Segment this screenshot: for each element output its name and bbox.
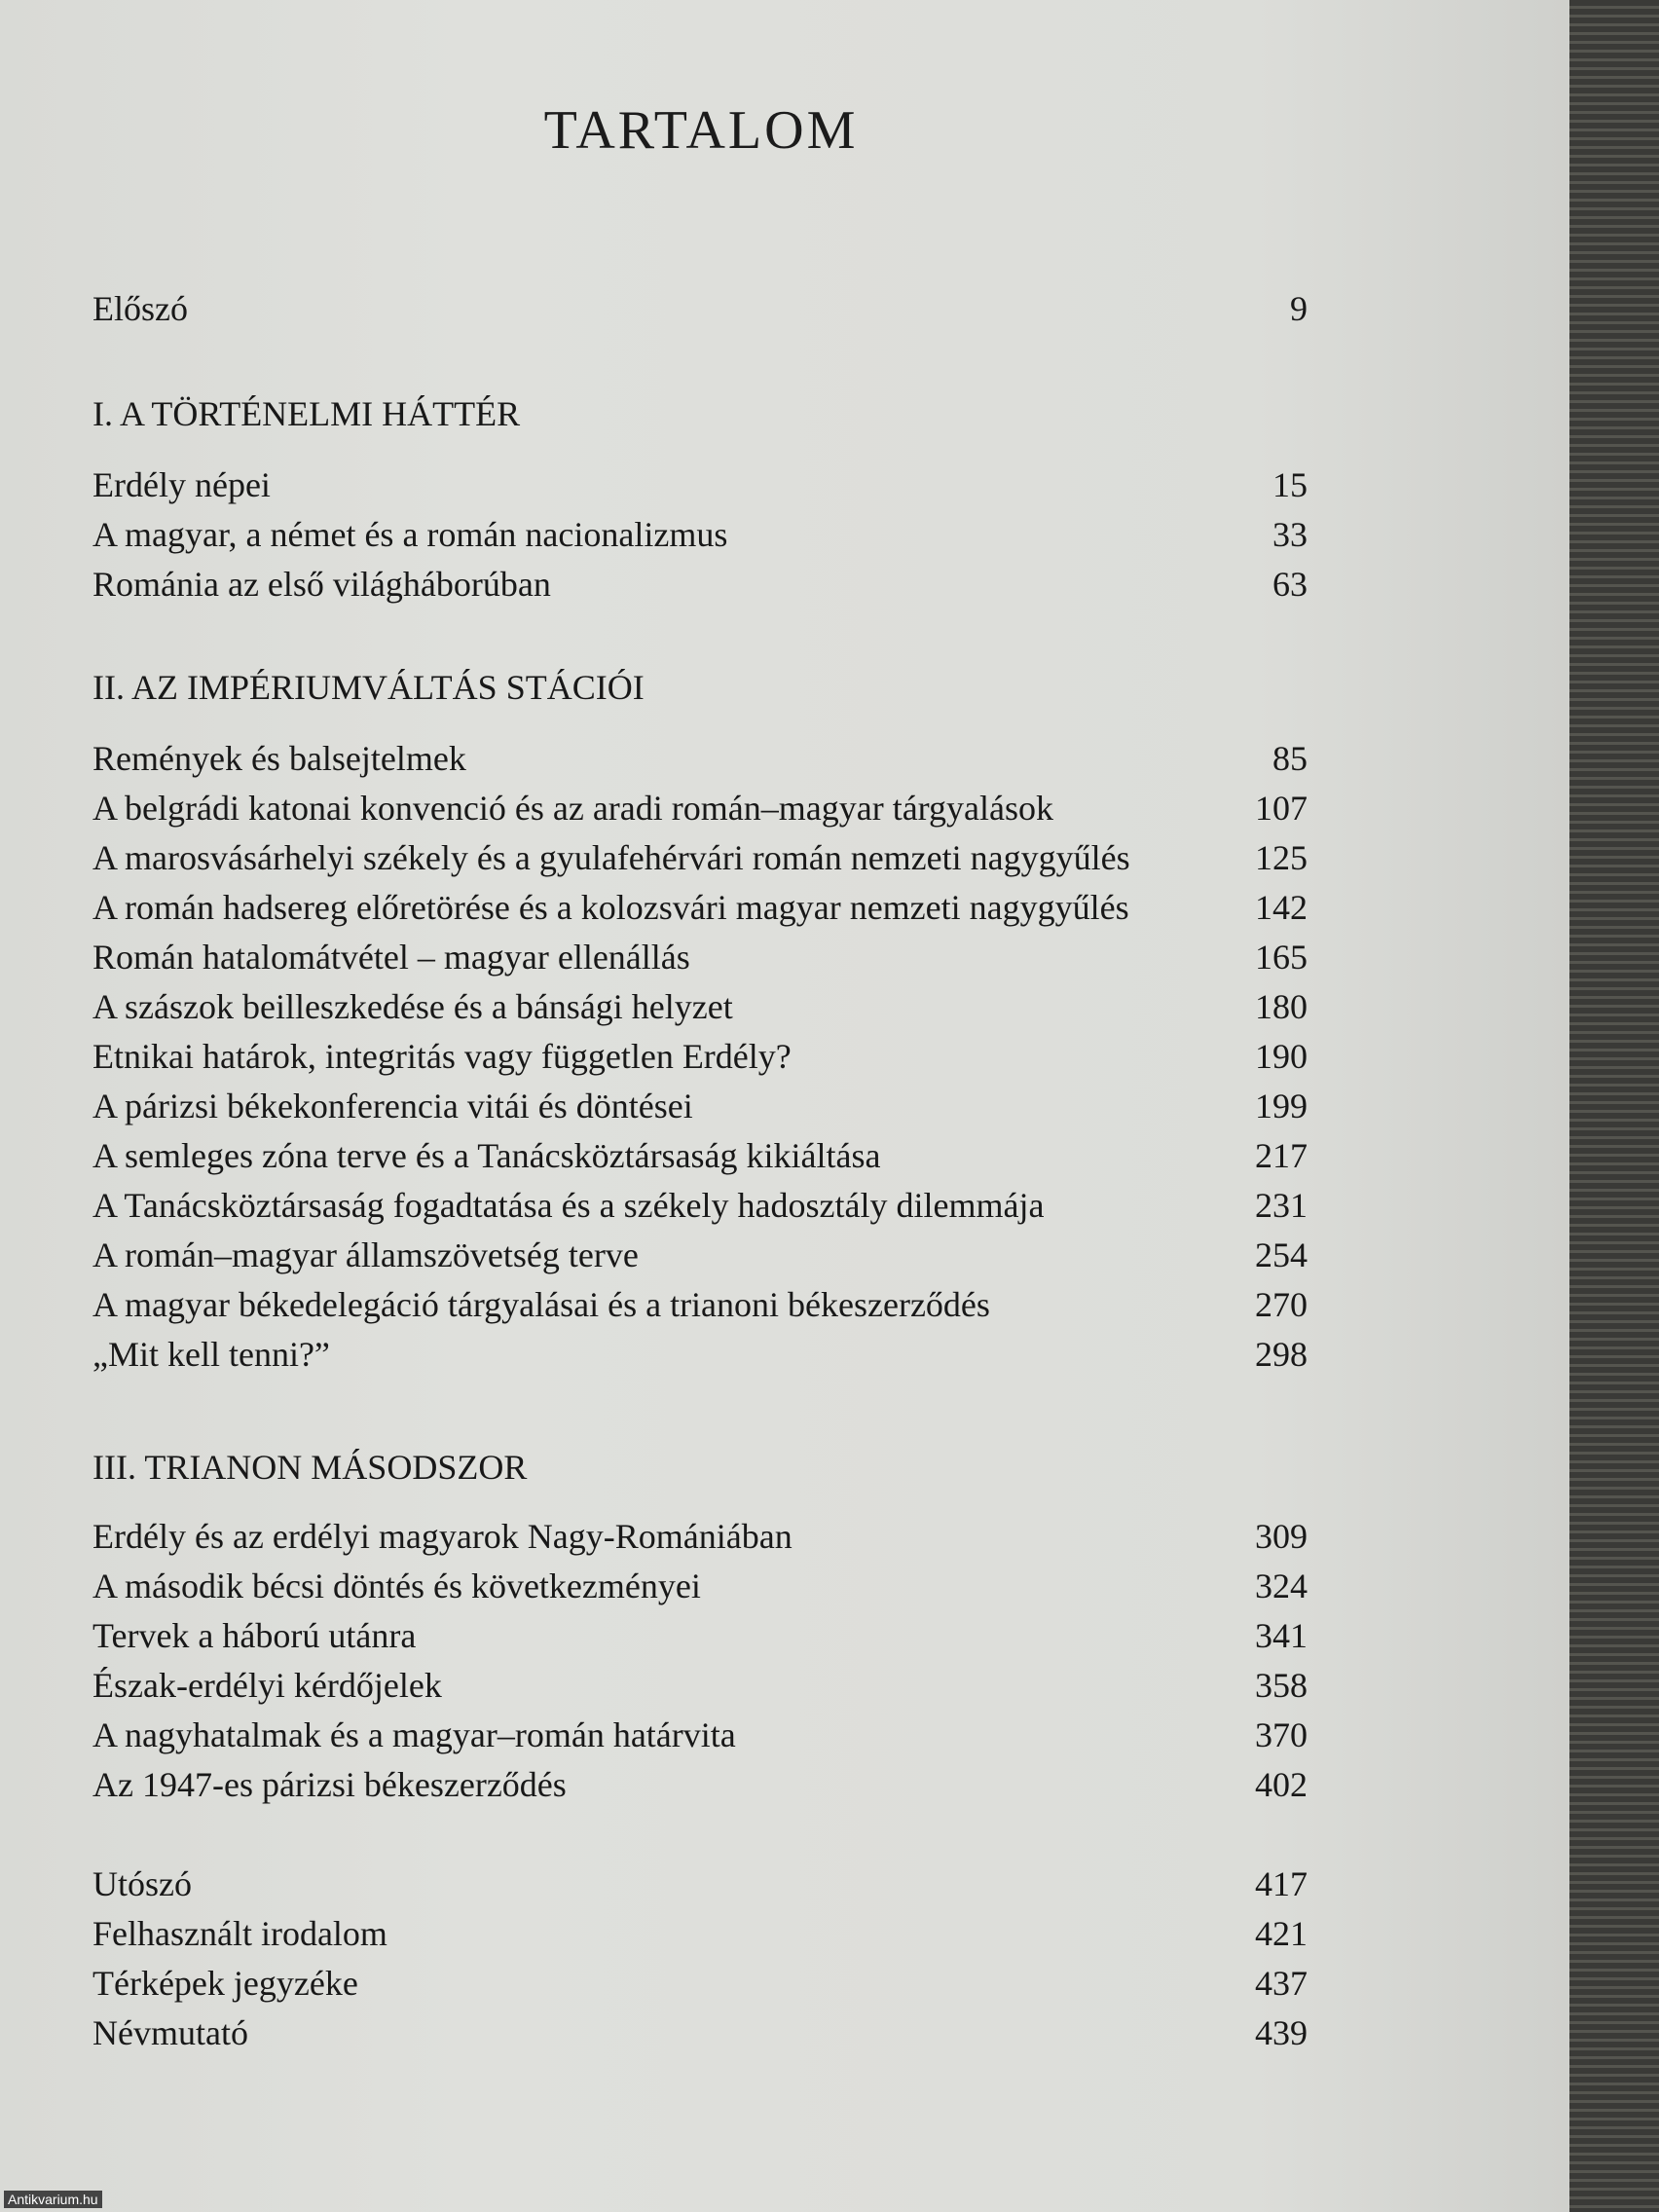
entry-title: A szászok beilleszkedése és a bánsági helyzet — [92, 987, 733, 1026]
toc-entry — [92, 788, 1308, 838]
entry-page: 180 — [1255, 987, 1308, 1026]
entry-title: A magyar békedelegáció tárgyalásai és a trianoni békeszerződés — [92, 1285, 990, 1324]
entry-title: Etnikai határok, integritás vagy független Erdély? — [92, 1037, 792, 1076]
entry-title: Térképek jegyzéke — [92, 1964, 358, 2003]
toc-entry — [92, 514, 1308, 565]
toc-entry-back-matter — [92, 1913, 1308, 1964]
entry-title: A belgrádi katonai konvenció és az aradi román–magyar tárgyalások — [92, 789, 1053, 828]
toc-entry — [92, 1284, 1308, 1335]
entry-page: 309 — [1255, 1517, 1308, 1556]
entry-page: 63 — [1272, 565, 1308, 604]
entry-page: 125 — [1255, 838, 1308, 877]
entry-title: A Tanácsköztársaság fogadtatása és a székely hadosztály dilemmája — [92, 1186, 1045, 1225]
entry-page: 231 — [1255, 1186, 1308, 1225]
toc-entry-back-matter — [92, 2012, 1308, 2063]
entry-page: 421 — [1255, 1914, 1308, 1953]
toc-entry — [92, 986, 1308, 1037]
entry-page: 254 — [1255, 1235, 1308, 1274]
entry-page: 107 — [1255, 789, 1308, 828]
entry-title: A román–magyar államszövetség terve — [92, 1235, 639, 1274]
toc-entry — [92, 1086, 1308, 1136]
toc-entry — [92, 1764, 1308, 1815]
toc-entry — [92, 837, 1308, 888]
toc-entry — [92, 1334, 1308, 1384]
entry-page: 402 — [1255, 1765, 1308, 1804]
entry-page: 358 — [1255, 1666, 1308, 1705]
toc-entry-back-matter — [92, 1863, 1308, 1914]
entry-title: A magyar, a német és a román nacionalizmus — [92, 515, 728, 554]
toc-entry — [92, 464, 1308, 515]
entry-title: Névmutató — [92, 2013, 248, 2052]
entry-page: 370 — [1255, 1715, 1308, 1754]
toc-entry-preface — [92, 288, 1308, 339]
entry-page: 417 — [1255, 1864, 1308, 1903]
toc-entry — [92, 887, 1308, 938]
entry-title: A nagyhatalmak és a magyar–román határvita — [92, 1715, 736, 1754]
entry-title: Utószó — [92, 1864, 192, 1903]
entry-page: 9 — [1290, 289, 1308, 328]
entry-page: 15 — [1272, 465, 1308, 504]
entry-page: 437 — [1255, 1964, 1308, 2003]
entry-title: Észak-erdélyi kérdőjelek — [92, 1666, 442, 1705]
watermark: Antikvarium.hu — [4, 2191, 102, 2208]
toc-entry — [92, 1566, 1308, 1616]
toc-entry — [92, 1516, 1308, 1567]
entry-title: Az 1947-es párizsi békeszerződés — [92, 1765, 567, 1804]
entry-title: A marosvásárhelyi székely és a gyulafehérvári román nemzeti nagygyűlés — [92, 838, 1130, 877]
entry-title: A párizsi békekonferencia vitái és döntései — [92, 1087, 693, 1125]
entry-title: Románia az első világháborúban — [92, 565, 551, 604]
entry-title: A semleges zóna terve és a Tanácsköztársaság kikiáltása — [92, 1136, 881, 1175]
entry-page: 33 — [1272, 515, 1308, 554]
entry-page: 199 — [1255, 1087, 1308, 1125]
entry-title: Remények és balsejtelmek — [92, 739, 466, 778]
entry-title: A második bécsi döntés és következményei — [92, 1567, 701, 1605]
entry-page: 341 — [1255, 1616, 1308, 1655]
toc-entry-back-matter — [92, 1963, 1308, 2013]
entry-page: 439 — [1255, 2013, 1308, 2052]
toc-entry — [92, 1665, 1308, 1715]
entry-page: 298 — [1255, 1335, 1308, 1374]
section-heading-1: I. A TÖRTÉNELMI HÁTTÉR — [92, 394, 521, 433]
entry-title: Tervek a háború utánra — [92, 1616, 417, 1655]
toc-entry — [92, 1185, 1308, 1235]
entry-title: Erdély népei — [92, 465, 271, 504]
entry-title: Előszó — [92, 289, 188, 328]
toc-entry — [92, 1036, 1308, 1087]
entry-page: 165 — [1255, 938, 1308, 977]
page-title: TARTALOM — [543, 100, 859, 161]
entry-title: Felhasznált irodalom — [92, 1914, 387, 1953]
section-heading-2: II. AZ IMPÉRIUMVÁLTÁS STÁCIÓI — [92, 668, 645, 707]
toc-entry — [92, 1714, 1308, 1765]
entry-title: A román hadsereg előretörése és a kolozsvári magyar nemzeti nagygyűlés — [92, 888, 1129, 927]
section-heading-3: III. TRIANON MÁSODSZOR — [92, 1448, 528, 1487]
toc-entry — [92, 1235, 1308, 1285]
entry-title: „Mit kell tenni?” — [92, 1335, 330, 1374]
toc-entry — [92, 1615, 1308, 1666]
toc-entry — [92, 738, 1308, 789]
entry-page: 85 — [1272, 739, 1308, 778]
entry-page: 270 — [1255, 1285, 1308, 1324]
entry-title: Román hatalomátvétel – magyar ellenállás — [92, 938, 690, 977]
entry-title: Erdély és az erdélyi magyarok Nagy-Romániában — [92, 1517, 793, 1556]
toc-entry — [92, 1135, 1308, 1186]
page-stack-edge — [1569, 0, 1659, 2212]
entry-page: 190 — [1255, 1037, 1308, 1076]
entry-page: 142 — [1255, 888, 1308, 927]
toc-entry — [92, 937, 1308, 987]
entry-page: 217 — [1255, 1136, 1308, 1175]
toc-entry — [92, 564, 1308, 614]
entry-page: 324 — [1255, 1567, 1308, 1605]
